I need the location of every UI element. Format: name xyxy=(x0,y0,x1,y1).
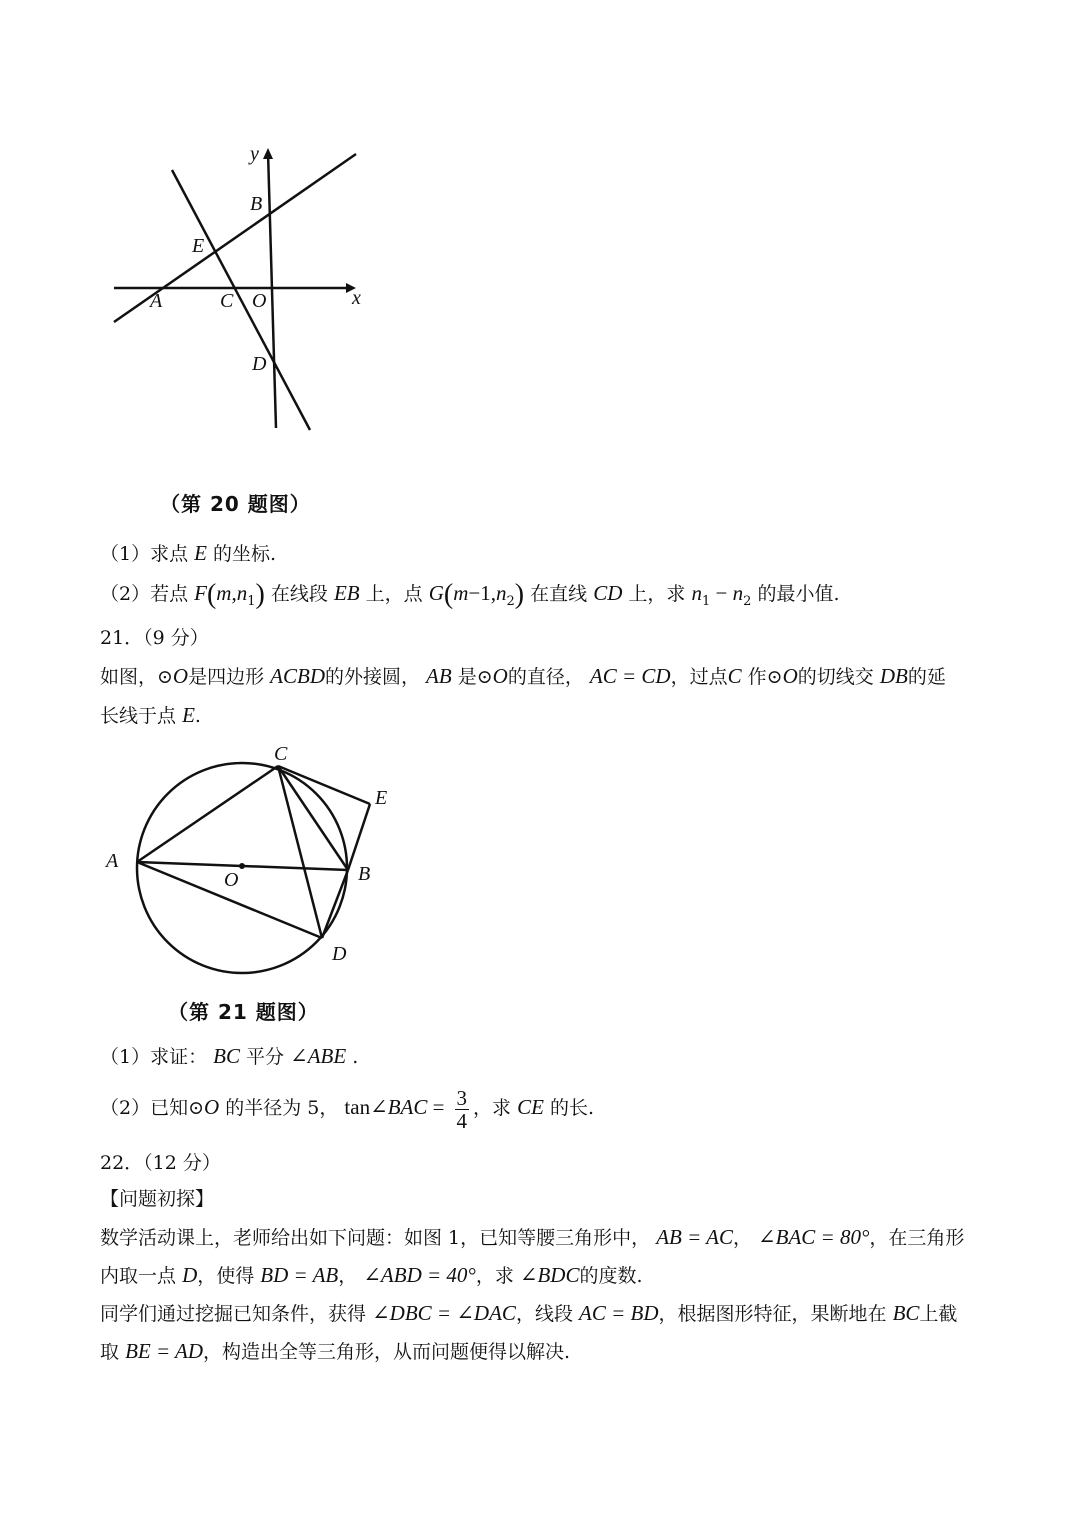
q22-p2 xyxy=(100,1262,643,1289)
quad-acbd: ACBD xyxy=(270,664,325,688)
segment-bc: BC xyxy=(213,1044,240,1068)
label-d: D xyxy=(252,353,267,375)
var-n-2: n xyxy=(495,581,507,605)
q21-stem2-t1: 长线于点 xyxy=(100,705,177,727)
paren-close-2: ) xyxy=(514,579,525,610)
q22-p4 xyxy=(100,1338,570,1365)
label-a: A xyxy=(150,290,163,312)
segment-ab: AB xyxy=(426,664,452,688)
q21-header: 21．（9 分） xyxy=(100,627,209,649)
comma: , xyxy=(231,581,237,605)
q22-p4-t2: ，构造出全等三角形，从而问题便得以解决. xyxy=(203,1341,571,1363)
q21-part2-prefix: （2）已知⊙ xyxy=(100,1097,205,1119)
circle-o-2: O xyxy=(492,664,508,688)
q22-p2-t2: ，使得 xyxy=(197,1265,255,1287)
equals: = xyxy=(427,1095,445,1119)
seg-e-b xyxy=(348,804,370,870)
label-o: O xyxy=(252,290,267,312)
segment-db: DB xyxy=(879,664,908,688)
minus: − xyxy=(710,581,733,605)
q21-part2-t1: 的半径为 5， xyxy=(225,1097,339,1119)
q21-stem-t3: 的外接圆， xyxy=(324,666,420,688)
q20-part1-prefix: （1）求点 xyxy=(100,543,189,565)
figure-21-diagram xyxy=(100,740,410,980)
q22-p3-t2: ，线段 xyxy=(515,1303,573,1325)
fraction-numerator: 3 xyxy=(456,1085,467,1110)
q21-part2-t2: ，求 xyxy=(473,1097,512,1119)
figure-20-caption: （第 20 题图） xyxy=(160,492,311,516)
fraction-denominator: 4 xyxy=(456,1108,467,1133)
q21-part1-t1: 平分 xyxy=(246,1046,285,1068)
q20-part2 xyxy=(100,580,839,615)
point-e: E xyxy=(194,541,207,565)
var-m: m xyxy=(216,581,232,605)
sub-2: 2 xyxy=(506,593,515,609)
label-b-21: B xyxy=(358,863,371,885)
q20-text-3: 在直线 xyxy=(530,583,588,605)
sub-4: 2 xyxy=(743,593,752,609)
line-cd-label: CD xyxy=(593,581,623,605)
point-g: G xyxy=(428,581,444,605)
eq-ab-ac: AB = AC xyxy=(656,1225,733,1249)
var-n: n xyxy=(236,581,248,605)
eq-dbc-dac: ∠DBC = ∠DAC xyxy=(372,1301,516,1325)
paren-close: ) xyxy=(255,579,265,610)
segment-bc-2: BC xyxy=(892,1301,920,1325)
label-e: E xyxy=(192,235,205,257)
q21-part1 xyxy=(100,1043,358,1070)
q22-p1-t3: ，在三角形 xyxy=(869,1227,965,1249)
eq-abd-40: ∠ABD = 40° xyxy=(363,1263,476,1287)
q22-p2-t5: 的度数. xyxy=(579,1265,643,1287)
label-y: y xyxy=(250,143,259,165)
figure-21-caption: （第 21 题图） xyxy=(168,1000,319,1024)
minus-one: −1, xyxy=(468,581,496,605)
q21-stem-t1: 如图，⊙ xyxy=(100,666,173,688)
q22-header: 22．（12 分） xyxy=(100,1152,221,1174)
label-e-21: E xyxy=(375,787,388,809)
tan-symbol: tan∠ xyxy=(344,1095,388,1119)
q22-p3-t4: 上截 xyxy=(919,1303,958,1325)
q21-stem-t6: ，过点 xyxy=(670,666,728,688)
var-m-2: m xyxy=(453,581,469,605)
paren-open-2: ( xyxy=(443,579,454,610)
point-d: D xyxy=(182,1263,198,1287)
q20-text-2: 上，点 xyxy=(365,583,423,605)
q22-p3-t1: 同学们通过挖掘已知条件，获得 xyxy=(100,1303,367,1325)
eq-ac-bd: AC = BD xyxy=(579,1301,659,1325)
q22-section-title: 【问题初探】 xyxy=(100,1188,215,1210)
q20-part1-suffix: 的坐标. xyxy=(213,543,277,565)
angle-abe: ∠ABE xyxy=(290,1044,347,1068)
q21-stem-t9: 的延 xyxy=(907,666,946,688)
q20-part1 xyxy=(100,540,276,567)
q21-part1-prefix: （1）求证： xyxy=(100,1046,208,1068)
segment-eb: EB xyxy=(333,581,360,605)
q21-part2-suffix: 的长. xyxy=(549,1097,594,1119)
q21-stem-t5: 的直径， xyxy=(507,666,584,688)
label-x: x xyxy=(352,287,361,309)
figure-20-diagram xyxy=(100,140,390,440)
label-c-21: C xyxy=(274,743,288,765)
label-o-21: O xyxy=(224,869,239,891)
circle-o-4: O xyxy=(204,1095,220,1119)
sub-1: 1 xyxy=(247,593,256,609)
var-n-4: n xyxy=(732,581,744,605)
point-c: C xyxy=(727,664,742,688)
q22-p1-t2: ， xyxy=(732,1227,752,1249)
var-n-3: n xyxy=(691,581,702,605)
q22-p3-t3: ，根据图形特征，果断地在 xyxy=(658,1303,887,1325)
q22-p4-t1: 取 xyxy=(100,1341,120,1363)
seg-b-d xyxy=(322,870,348,938)
q22-p2-t3: ， xyxy=(338,1265,358,1287)
label-c: C xyxy=(220,290,234,312)
paren-open: ( xyxy=(206,579,217,610)
seg-a-c xyxy=(137,766,278,862)
q22-p2-t4: ，求 xyxy=(475,1265,514,1287)
q20-text-1: 在线段 xyxy=(270,583,328,605)
q22-p2-t1: 内取一点 xyxy=(100,1265,177,1287)
angle-bac: BAC xyxy=(387,1095,428,1119)
point-e-2: E xyxy=(182,703,195,727)
eq-ac-cd: AC = CD xyxy=(589,664,671,688)
segment-ce: CE xyxy=(517,1095,544,1119)
circle-o-1: O xyxy=(172,664,189,688)
q20-part2-prefix: （2）若点 xyxy=(100,583,189,605)
q22-p3 xyxy=(100,1300,957,1327)
eq-be-ad: BE = AD xyxy=(125,1339,204,1363)
eq-bac-80: ∠BAC = 80° xyxy=(758,1225,870,1249)
q22-p1-t1: 数学活动课上，老师给出如下问题：如图 1，已知等腰三角形中， xyxy=(100,1227,651,1249)
label-b: B xyxy=(250,193,263,215)
label-a-21: A xyxy=(106,850,119,872)
eq-bd-ab: BD = AB xyxy=(260,1263,339,1287)
q20-part2-suffix: 的最小值. xyxy=(757,583,840,605)
q21-stem-line1 xyxy=(100,663,946,690)
fraction-3-4 xyxy=(455,1087,470,1132)
label-d-21: D xyxy=(332,943,347,965)
q21-part1-suffix: . xyxy=(352,1046,359,1068)
y-axis xyxy=(268,152,276,428)
circle-o-3: O xyxy=(782,664,798,688)
q21-stem-t2: 是四边形 xyxy=(188,666,265,688)
q21-stem-t4: 是⊙ xyxy=(457,666,493,688)
line-cd xyxy=(172,170,310,430)
center-dot xyxy=(239,863,245,869)
q22-p1 xyxy=(100,1224,964,1251)
sub-3: 1 xyxy=(701,593,711,609)
y-axis-arrow xyxy=(263,148,273,159)
q21-stem-t7: 作⊙ xyxy=(747,666,783,688)
point-f: F xyxy=(194,581,207,605)
q21-stem2-t2: . xyxy=(194,705,201,727)
angle-bdc: ∠BDC xyxy=(519,1263,580,1287)
q20-text-4: 上，求 xyxy=(628,583,686,605)
q21-stem-line2 xyxy=(100,702,201,729)
q21-stem-t8: 的切线交 xyxy=(797,666,874,688)
q21-part2 xyxy=(100,1082,594,1133)
